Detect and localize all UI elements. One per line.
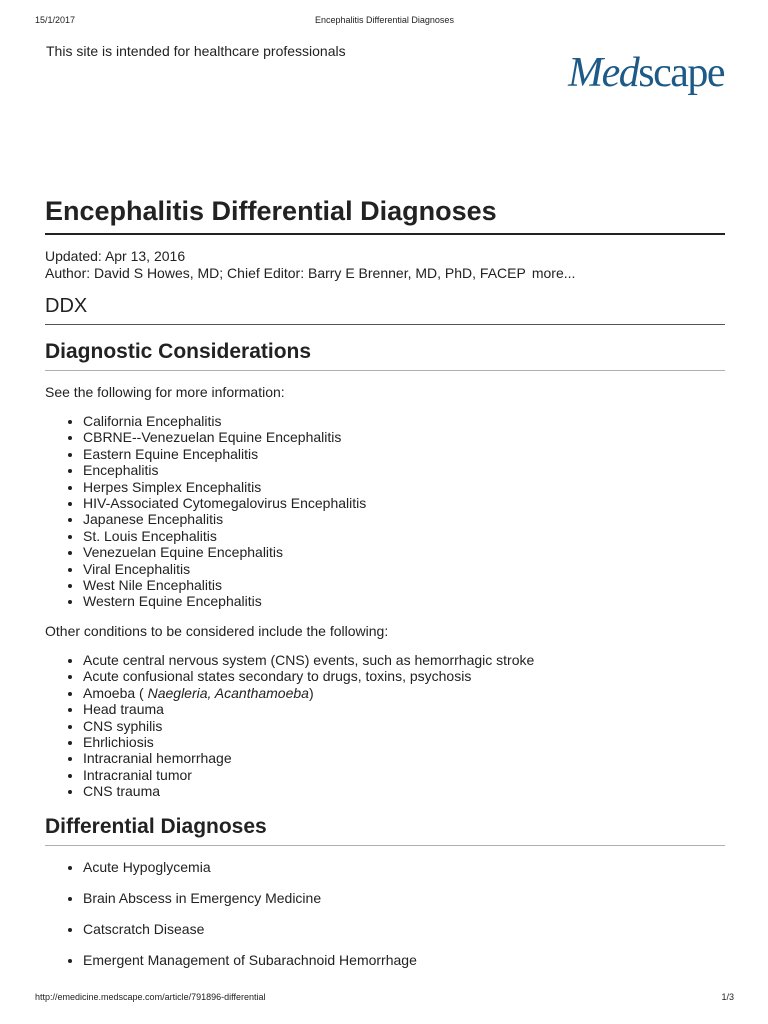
differential-diagnoses-list [45,859,725,968]
list-item[interactable]: • Viral Encephalitis [83,561,725,577]
related-encephalitis-list [45,413,725,610]
print-footer [35,992,734,1004]
page-url[interactable]: http://emedicine.medscape.com/article/791896-differential [35,992,266,1002]
list-item[interactable]: • CBRNE--Venezuelan Equine Encephalitis [83,429,725,445]
medscape-logo[interactable] [568,52,724,94]
ddx-heading: DDX [45,295,725,325]
list-item[interactable]: • Eastern Equine Encephalitis [83,446,725,462]
list-item: • Head trauma [83,701,725,717]
article-meta [45,248,725,282]
list-item[interactable]: • California Encephalitis [83,413,725,429]
list-item[interactable]: • Encephalitis [83,462,725,478]
list-item[interactable]: • Japanese Encephalitis [83,511,725,527]
more-link[interactable]: more... [531,265,576,281]
list-item[interactable]: • Western Equine Encephalitis [83,593,725,609]
list-item[interactable]: • Herpes Simplex Encephalitis [83,479,725,495]
other-conditions-list [45,652,725,800]
list-item[interactable]: • Acute Hypoglycemia [83,859,725,875]
see-following-text: See the following for more information: [45,384,285,400]
list-item[interactable]: • Brain Abscess in Emergency Medicine [83,890,725,906]
author-text: Author: David S Howes, MD; Chief Editor: Barry E Brenner, MD, PhD, FACEP [45,265,526,281]
list-item: • Ehrlichiosis [83,734,725,750]
page-number: 1/3 [721,992,734,1002]
list-item: • Acute central nervous system (CNS) events, such as hemorrhagic stroke [83,652,725,668]
logo-part-med: Med [568,50,639,96]
page-title: Encephalitis Differential Diagnoses [45,196,725,235]
list-item[interactable]: • Emergent Management of Subarachnoid Hemorrhage [83,952,725,968]
list-item[interactable]: • HIV-Associated Cytomegalovirus Encephalitis [83,495,725,511]
list-item[interactable]: • Catscratch Disease [83,921,725,937]
print-doc-title: Encephalitis Differential Diagnoses [315,15,454,25]
list-item: • Intracranial tumor [83,767,725,783]
list-item[interactable]: • St. Louis Encephalitis [83,528,725,544]
professional-notice: This site is intended for healthcare professionals [46,43,346,59]
list-item: • Intracranial hemorrhage [83,750,725,766]
list-item[interactable]: • West Nile Encephalitis [83,577,725,593]
updated-date: Updated: Apr 13, 2016 [45,248,186,264]
amoeba-prefix: Amoeba ( [83,684,148,701]
print-date: 15/1/2017 [35,15,76,25]
diagnostic-considerations-heading: Diagnostic Considerations [45,340,725,371]
article-content [45,196,725,983]
author-line [45,265,725,282]
logo-part-scape: scape [638,50,724,96]
list-item[interactable]: • Venezuelan Equine Encephalitis [83,544,725,560]
print-header [35,15,734,29]
amoeba-genera: Naegleria, Acanthamoeba [147,684,309,701]
list-item: • CNS syphilis [83,718,725,734]
list-item-amoeba [83,685,725,701]
list-item: • Acute confusional states secondary to drugs, toxins, psychosis [83,668,725,684]
amoeba-suffix: ) [308,684,314,701]
other-conditions-text: Other conditions to be considered include the following: [45,622,389,639]
differential-diagnoses-heading: Differential Diagnoses [45,815,725,846]
list-item: • CNS trauma [83,783,725,799]
